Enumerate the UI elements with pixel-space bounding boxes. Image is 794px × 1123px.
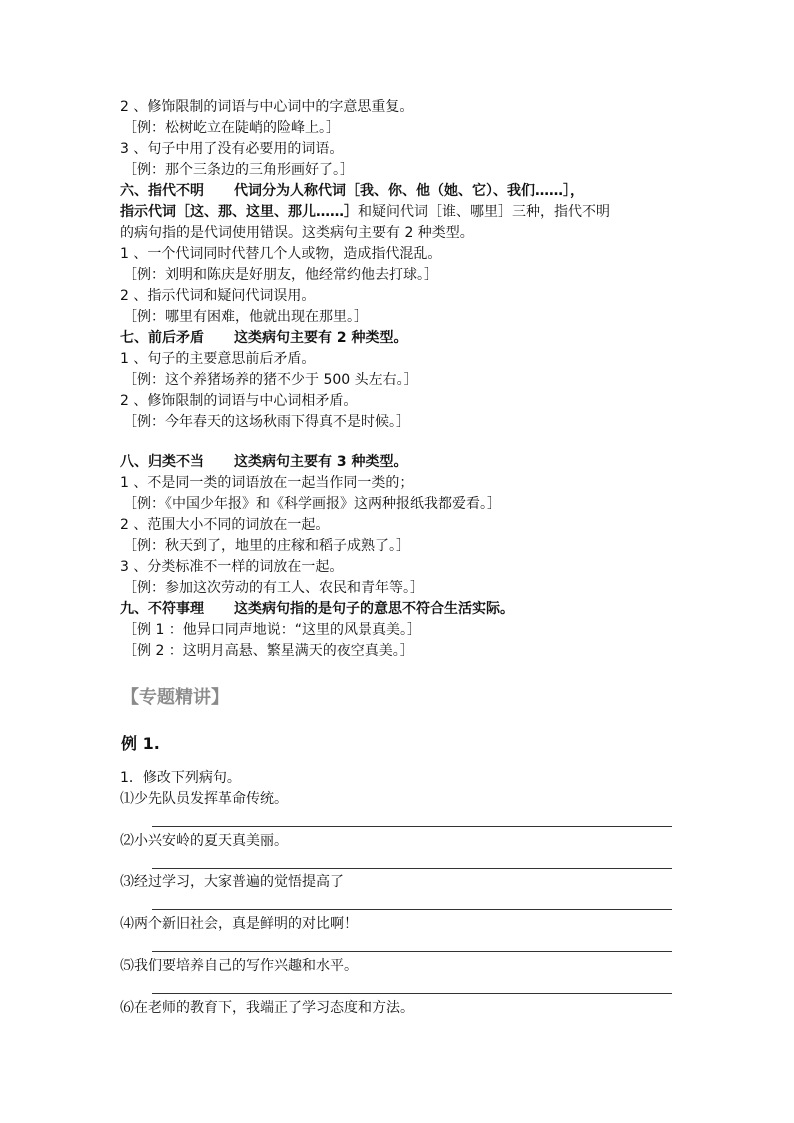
section-8-type-2: 2 、范围大小不同的词放在一起。 (120, 517, 330, 533)
exercise-item-1: ⑴少先队员发挥革命传统。 (120, 791, 288, 807)
example-title: 例 1. (121, 734, 160, 753)
section-8-type-1: 1 、不是同一类的词语放在一起当作同一类的； (120, 475, 414, 491)
section-6-title: 六、指代不明 (120, 183, 204, 199)
section-6-desc-rest: 和疑问代词［谁、哪里］三种，指代不明 (358, 204, 610, 220)
exercise-item-2: ⑵小兴安岭的夏天真美丽。 (120, 833, 288, 849)
section-6-heading (120, 181, 584, 201)
rule-3-example: ［例：那个三条边的三角形画好了。］ (123, 162, 354, 178)
section-8-title: 八、归类不当 (120, 454, 204, 470)
exercise-item-3: ⑶经过学习，大家普遍的觉悟提高了 (120, 874, 344, 890)
rule-3-text: 3 、句子中用了没有必要用的词语。 (120, 141, 344, 157)
section-8-heading (120, 452, 408, 472)
section-9-example-1: ［例 1 ：他异口同声地说：“这里的风景真美。］ (123, 622, 422, 638)
section-6-type-2-example: ［例：哪里有困难，他就出现在那里。］ (123, 309, 368, 325)
topic-banner: 【专题精讲】 (121, 687, 229, 708)
demonstrative-pronouns: 指示代词［这、那、这里、那儿……］ (120, 204, 358, 220)
section-9-title: 九、不符事理 (120, 601, 204, 617)
answer-line-2[interactable] (152, 868, 672, 869)
section-6-desc-line2 (120, 202, 610, 222)
answer-line-3[interactable] (152, 909, 672, 910)
rule-2-text: 2 、修饰限制的词语与中心词中的字意思重复。 (120, 99, 414, 115)
answer-line-4[interactable] (152, 951, 672, 952)
section-6-desc: 代词分为人称代词［我、你、他（她、它）、我们……］， (234, 183, 584, 199)
rule-2-example: ［例：松树屹立在陡峭的险峰上。］ (123, 120, 340, 136)
section-8-type-2-example: ［例：秋天到了，地里的庄稼和稻子成熟了。］ (123, 538, 410, 554)
section-8-type-3-example: ［例：参加这次劳动的有工人、农民和青年等。］ (123, 580, 424, 596)
section-7-type-1-example: ［例：这个养猪场养的猪不少于 500 头左右。］ (123, 372, 418, 388)
section-7-heading (120, 328, 408, 348)
section-9-heading (120, 599, 514, 619)
section-7-desc: 这类病句主要有 2 种类型。 (234, 330, 408, 346)
section-8-desc: 这类病句主要有 3 种类型。 (234, 454, 408, 470)
exercise-item-5: ⑸我们要培养自己的写作兴趣和水平。 (120, 958, 358, 974)
section-7-type-1: 1 、句子的主要意思前后矛盾。 (120, 351, 316, 367)
exercise-prompt: 1．修改下列病句。 (120, 770, 241, 786)
answer-line-1[interactable] (152, 826, 672, 827)
section-7-type-2-example: ［例：今年春天的这场秋雨下得真不是时候。］ (123, 414, 410, 430)
section-7-type-2: 2 、修饰限制的词语与中心词相矛盾。 (120, 393, 358, 409)
section-7-title: 七、前后矛盾 (120, 330, 204, 346)
exercise-item-6: ⑹在老师的教育下，我端正了学习态度和方法。 (120, 1000, 414, 1016)
section-6-type-1: 1 、一个代词同时代替几个人或物，造成指代混乱。 (120, 246, 442, 262)
section-6-desc-line3: 的病句指的是代词使用错误。这类病句主要有 2 种类型。 (120, 225, 474, 241)
section-8-type-1-example: ［例：《中国少年报》和《科学画报》这两种报纸我都爱看。］ (123, 496, 501, 512)
exercise-item-4: ⑷两个新旧社会，真是鲜明的对比啊！ (120, 916, 358, 932)
section-8-type-3: 3 、分类标准不一样的词放在一起。 (120, 559, 344, 575)
section-6-type-1-example: ［例：刘明和陈庆是好朋友，他经常约他去打球。］ (123, 267, 438, 283)
section-9-desc: 这类病句指的是句子的意思不符合生活实际。 (234, 601, 514, 617)
section-6-type-2: 2 、指示代词和疑问代词误用。 (120, 288, 316, 304)
answer-line-5[interactable] (152, 993, 672, 994)
section-9-example-2: ［例 2 ：这明月高悬、繁星满天的夜空真美。］ (123, 643, 414, 659)
